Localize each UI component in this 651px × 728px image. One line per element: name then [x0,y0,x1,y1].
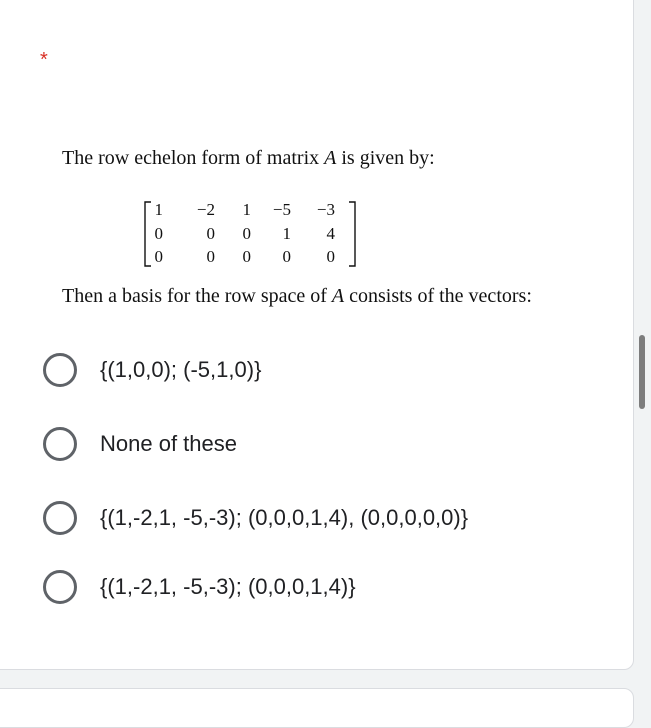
question-line-2-prefix: Then a basis for the row space of [62,285,332,307]
option-4-label[interactable]: {(1,-2,1, -5,-3); (0,0,0,1,4)} [100,574,356,599]
matrix-cell-r1-c4: −5 [272,200,291,219]
matrix-cell-r2-c3: 0 [242,224,251,243]
question-line-2 [62,285,532,308]
radio-button-icon[interactable] [43,501,77,535]
question-line-1-prefix: The row echelon form of matrix [62,147,325,169]
matrix-cell-r2-c4: 1 [282,224,291,243]
matrix-cell-r2-c2: 0 [206,224,215,243]
matrix-cell-r1-c3: 1 [242,200,251,219]
question-line-1 [62,147,435,170]
option-1-label[interactable]: {(1,0,0); (-5,1,0)} [100,357,262,382]
matrix-cell-r3-c2: 0 [206,247,215,266]
row-echelon-matrix [143,200,357,268]
question-line-2-suffix: consists of the vectors: [344,285,532,307]
matrix-cell-r1-c1: 1 [154,200,163,219]
matrix-cell-r3-c4: 0 [282,247,291,266]
required-marker: * [40,49,48,71]
matrix-cell-r2-c1: 0 [154,224,163,243]
matrix-cell-r3-c3: 0 [242,247,251,266]
radio-button-icon[interactable] [43,427,77,461]
matrix-cell-r2-c5: 4 [326,224,335,243]
option-2[interactable] [40,424,600,464]
option-4[interactable] [40,567,600,607]
matrix-cell-r3-c1: 0 [154,247,163,266]
question-line-1-suffix: is given by: [336,147,435,169]
radio-button-icon[interactable] [43,353,77,387]
option-3-label[interactable]: {(1,-2,1, -5,-3); (0,0,0,1,4), (0,0,0,0,0)} [100,505,469,530]
option-2-label[interactable]: None of these [100,431,237,456]
matrix-cell-r1-c5: −3 [316,200,335,219]
next-question-card [0,688,634,728]
scrollbar-thumb[interactable] [639,335,645,409]
question-line-2-variable: A [331,285,345,307]
option-1[interactable] [40,350,600,390]
radio-button-icon[interactable] [43,570,77,604]
option-3[interactable] [40,498,600,538]
matrix-cell-r1-c2: −2 [196,200,215,219]
question-line-1-variable: A [324,147,337,169]
matrix-cell-r3-c5: 0 [326,247,335,266]
